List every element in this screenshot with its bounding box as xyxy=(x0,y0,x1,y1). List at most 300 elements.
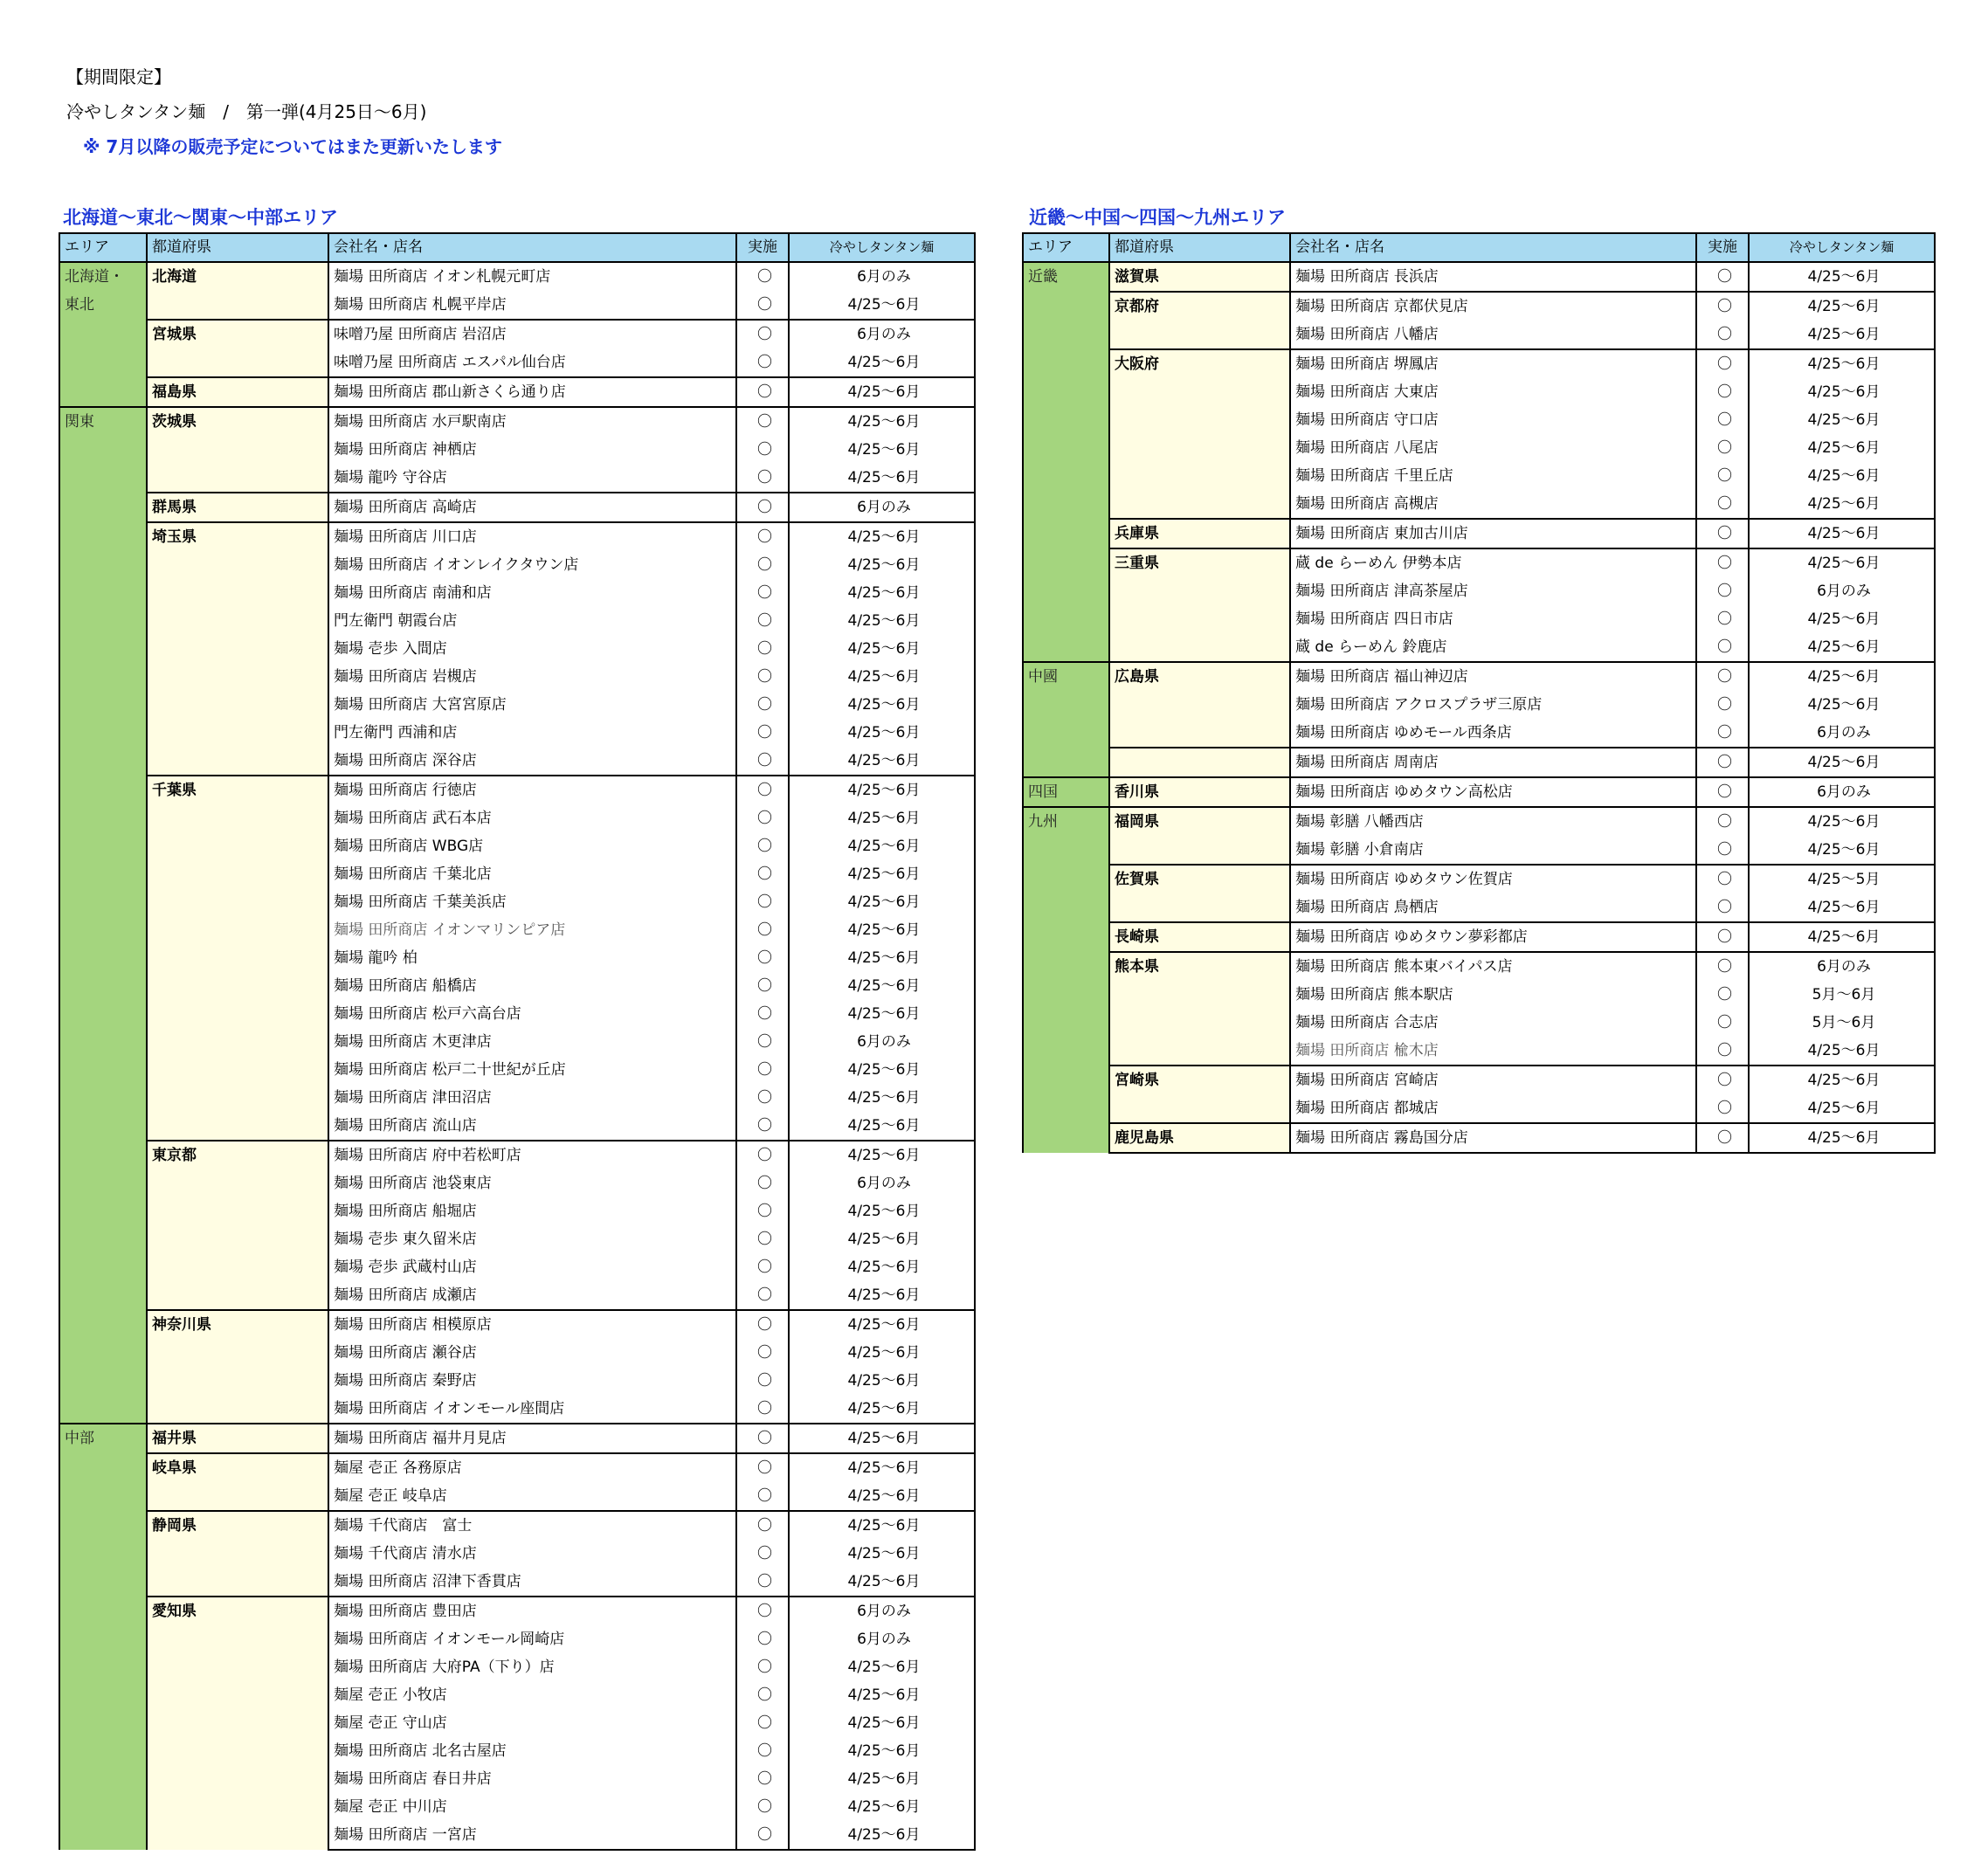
table-row xyxy=(59,1141,975,1169)
section-title-west: 近畿〜中国〜四国〜九州エリア xyxy=(1029,207,1286,228)
implemented-mark: 〇 xyxy=(736,579,789,607)
table-row xyxy=(1023,748,1935,777)
prefecture-cell: 茨城県 xyxy=(147,407,328,493)
sale-period: 4/25〜6月 xyxy=(1749,836,1935,865)
implemented-mark: 〇 xyxy=(736,1482,789,1511)
sale-period: 4/25〜6月 xyxy=(789,1367,975,1395)
shop-name: 麺場 田所商店 札幌平岸店 xyxy=(328,291,736,320)
sale-period: 4/25〜6月 xyxy=(1749,807,1935,836)
implemented-mark: 〇 xyxy=(736,464,789,493)
prefecture-cell: 埼玉県 xyxy=(147,522,328,776)
implemented-mark: 〇 xyxy=(736,1056,789,1084)
shop-name: 味噌乃屋 田所商店 岩沼店 xyxy=(328,320,736,348)
shop-name: 麺場 田所商店 WBG店 xyxy=(328,832,736,860)
implemented-mark: 〇 xyxy=(736,607,789,635)
implemented-mark: 〇 xyxy=(736,1625,789,1653)
implemented-mark: 〇 xyxy=(736,1453,789,1482)
implemented-mark: 〇 xyxy=(1696,1123,1749,1153)
sale-period: 4/25〜6月 xyxy=(789,551,975,579)
shop-name: 麺場 千代商店 富士 xyxy=(328,1511,736,1540)
area-cell: 関東 xyxy=(59,407,147,1424)
sale-period: 4/25〜6月 xyxy=(789,579,975,607)
col-header-prefecture: 都道府県 xyxy=(147,233,328,262)
sale-period: 4/25〜6月 xyxy=(789,1281,975,1310)
shop-name: 麺場 田所商店 ゆめモール西条店 xyxy=(1290,719,1696,748)
table-row xyxy=(59,776,975,804)
col-header-area: エリア xyxy=(59,233,147,262)
sale-period: 4/25〜6月 xyxy=(789,1709,975,1737)
implemented-mark: 〇 xyxy=(736,320,789,348)
shop-name: 麺場 田所商店 船橋店 xyxy=(328,972,736,1000)
shop-name: 麺場 田所商店 大府PA（下り）店 xyxy=(328,1653,736,1681)
implemented-mark: 〇 xyxy=(736,551,789,579)
sale-period: 4/25〜6月 xyxy=(789,1141,975,1169)
prefecture-cell: 宮城県 xyxy=(147,320,328,377)
shop-name: 麺場 龍吟 柏 xyxy=(328,944,736,972)
table-row xyxy=(1023,807,1935,836)
implemented-mark: 〇 xyxy=(1696,490,1749,519)
col-header-shop: 会社名・店名 xyxy=(1290,233,1696,262)
shop-name: 麺場 千代商店 清水店 xyxy=(328,1540,736,1568)
table-header-row xyxy=(59,233,975,262)
sale-period: 6月のみ xyxy=(789,320,975,348)
area-cell: 中國 xyxy=(1023,662,1109,777)
implemented-mark: 〇 xyxy=(736,635,789,663)
prefecture-cell: 滋賀県 xyxy=(1109,262,1290,292)
prefecture-cell: 佐賀県 xyxy=(1109,865,1290,922)
implemented-mark: 〇 xyxy=(1696,577,1749,605)
shop-name: 門左衛門 西浦和店 xyxy=(328,719,736,747)
sale-period: 6月のみ xyxy=(1749,577,1935,605)
implemented-mark: 〇 xyxy=(736,1084,789,1112)
implemented-mark: 〇 xyxy=(736,522,789,551)
prefecture-cell: 鹿児島県 xyxy=(1109,1123,1290,1153)
implemented-mark: 〇 xyxy=(736,719,789,747)
table-row xyxy=(59,522,975,551)
sale-period: 4/25〜6月 xyxy=(1749,922,1935,952)
sale-period: 4/25〜6月 xyxy=(789,1793,975,1821)
shop-name: 麺場 田所商店 春日井店 xyxy=(328,1765,736,1793)
sale-period: 4/25〜6月 xyxy=(789,719,975,747)
store-table-east xyxy=(59,232,976,1851)
sale-period: 4/25〜6月 xyxy=(789,1339,975,1367)
prefecture-cell: 神奈川県 xyxy=(147,1310,328,1424)
sale-period: 4/25〜6月 xyxy=(789,1821,975,1850)
shop-name: 麺場 田所商店 府中若松町店 xyxy=(328,1141,736,1169)
implemented-mark: 〇 xyxy=(1696,691,1749,719)
sale-period: 4/25〜6月 xyxy=(789,1737,975,1765)
shop-name: 麺場 壱歩 東久留米店 xyxy=(328,1225,736,1253)
implemented-mark: 〇 xyxy=(736,1141,789,1169)
shop-name: 麺場 田所商店 北名古屋店 xyxy=(328,1737,736,1765)
implemented-mark: 〇 xyxy=(736,1424,789,1453)
sale-period: 4/25〜6月 xyxy=(789,1568,975,1597)
notice-text: ※ 7月以降の販売予定についてはまた更新いたします xyxy=(83,136,502,157)
sale-period: 4/25〜6月 xyxy=(1749,548,1935,577)
sale-period: 4/25〜6月 xyxy=(789,832,975,860)
prefecture-cell: 兵庫県 xyxy=(1109,519,1290,548)
shop-name: 麺場 田所商店 八幡店 xyxy=(1290,321,1696,349)
shop-name: 麺場 田所商店 武石本店 xyxy=(328,804,736,832)
shop-name: 麺場 田所商店 高槻店 xyxy=(1290,490,1696,519)
area-cell: 九州 xyxy=(1023,807,1109,1153)
implemented-mark: 〇 xyxy=(1696,662,1749,691)
sale-period: 4/25〜6月 xyxy=(1749,893,1935,922)
sale-period: 4/25〜6月 xyxy=(789,1000,975,1028)
shop-name: 麺場 田所商店 池袋東店 xyxy=(328,1169,736,1197)
shop-name: 麺場 田所商店 京都伏見店 xyxy=(1290,292,1696,321)
implemented-mark: 〇 xyxy=(1696,378,1749,406)
sale-period: 4/25〜6月 xyxy=(789,1056,975,1084)
shop-name: 麺場 田所商店 豊田店 xyxy=(328,1597,736,1625)
shop-name: 麺場 田所商店 相模原店 xyxy=(328,1310,736,1339)
sale-period: 4/25〜6月 xyxy=(1749,406,1935,434)
sale-period: 4/25〜6月 xyxy=(1749,605,1935,633)
col-header-shop: 会社名・店名 xyxy=(328,233,736,262)
implemented-mark: 〇 xyxy=(736,348,789,377)
shop-name: 麺場 田所商店 守口店 xyxy=(1290,406,1696,434)
implemented-mark: 〇 xyxy=(736,691,789,719)
shop-name: 麺場 田所商店 大東店 xyxy=(1290,378,1696,406)
sale-period: 4/25〜6月 xyxy=(1749,1037,1935,1066)
implemented-mark: 〇 xyxy=(736,860,789,888)
shop-name: 麺場 田所商店 堺鳳店 xyxy=(1290,349,1696,378)
table-header-row xyxy=(1023,233,1935,262)
table-row xyxy=(1023,519,1935,548)
implemented-mark: 〇 xyxy=(1696,922,1749,952)
implemented-mark: 〇 xyxy=(736,747,789,776)
implemented-mark: 〇 xyxy=(1696,462,1749,490)
implemented-mark: 〇 xyxy=(1696,836,1749,865)
area-cell: 中部 xyxy=(59,1424,147,1850)
sale-period: 5月〜6月 xyxy=(1749,1009,1935,1037)
shop-name: 麺場 田所商店 イオンモール岡崎店 xyxy=(328,1625,736,1653)
sale-period: 6月のみ xyxy=(1749,952,1935,981)
sale-period: 4/25〜6月 xyxy=(1749,378,1935,406)
sale-period: 4/25〜6月 xyxy=(789,1482,975,1511)
shop-name: 味噌乃屋 田所商店 エスパル仙台店 xyxy=(328,348,736,377)
sale-period: 4/25〜6月 xyxy=(789,804,975,832)
implemented-mark: 〇 xyxy=(1696,777,1749,807)
shop-name: 麺場 田所商店 福井月見店 xyxy=(328,1424,736,1453)
table-row xyxy=(1023,349,1935,378)
table-row xyxy=(1023,262,1935,292)
shop-name: 麺場 龍吟 守谷店 xyxy=(328,464,736,493)
implemented-mark: 〇 xyxy=(1696,1066,1749,1094)
implemented-mark: 〇 xyxy=(1696,262,1749,292)
shop-name: 麺場 田所商店 行徳店 xyxy=(328,776,736,804)
prefecture-cell: 大阪府 xyxy=(1109,349,1290,519)
sale-period: 4/25〜6月 xyxy=(789,377,975,407)
prefecture-cell xyxy=(1109,748,1290,777)
sale-period: 4/25〜6月 xyxy=(1749,662,1935,691)
shop-name: 麺場 田所商店 東加古川店 xyxy=(1290,519,1696,548)
table-row xyxy=(1023,922,1935,952)
implemented-mark: 〇 xyxy=(736,1821,789,1850)
implemented-mark: 〇 xyxy=(1696,719,1749,748)
implemented-mark: 〇 xyxy=(736,1000,789,1028)
sale-period: 4/25〜6月 xyxy=(1749,462,1935,490)
implemented-mark: 〇 xyxy=(1696,406,1749,434)
implemented-mark: 〇 xyxy=(736,1310,789,1339)
shop-name: 麺場 田所商店 ゆめタウン高松店 xyxy=(1290,777,1696,807)
implemented-mark: 〇 xyxy=(736,1653,789,1681)
table-row xyxy=(59,262,975,291)
shop-name: 門左衛門 朝霞台店 xyxy=(328,607,736,635)
table-row xyxy=(59,1453,975,1482)
shop-name: 麺場 田所商店 熊本東バイパス店 xyxy=(1290,952,1696,981)
sale-period: 6月のみ xyxy=(789,493,975,522)
shop-name: 麺場 田所商店 福山神辺店 xyxy=(1290,662,1696,691)
implemented-mark: 〇 xyxy=(1696,1037,1749,1066)
implemented-mark: 〇 xyxy=(736,262,789,291)
implemented-mark: 〇 xyxy=(736,1281,789,1310)
table-row xyxy=(1023,548,1935,577)
implemented-mark: 〇 xyxy=(736,776,789,804)
implemented-mark: 〇 xyxy=(736,1793,789,1821)
table-row xyxy=(59,320,975,348)
implemented-mark: 〇 xyxy=(736,1540,789,1568)
sale-period: 4/25〜6月 xyxy=(789,747,975,776)
implemented-mark: 〇 xyxy=(1696,519,1749,548)
sale-period: 4/25〜6月 xyxy=(789,916,975,944)
table-row xyxy=(59,1310,975,1339)
shop-name: 麺場 彰膳 八幡西店 xyxy=(1290,807,1696,836)
table-row xyxy=(1023,1066,1935,1094)
shop-name: 麺場 田所商店 沼津下香貫店 xyxy=(328,1568,736,1597)
implemented-mark: 〇 xyxy=(736,1253,789,1281)
sale-period: 4/25〜6月 xyxy=(789,691,975,719)
implemented-mark: 〇 xyxy=(736,804,789,832)
col-header-implemented: 実施 xyxy=(1696,233,1749,262)
shop-name: 麺場 田所商店 ゆめタウン夢彩都店 xyxy=(1290,922,1696,952)
table-row xyxy=(59,1511,975,1540)
shop-name: 麺場 田所商店 千葉美浜店 xyxy=(328,888,736,916)
shop-name: 麺場 田所商店 四日市店 xyxy=(1290,605,1696,633)
col-header-prefecture: 都道府県 xyxy=(1109,233,1290,262)
sale-period: 4/25〜6月 xyxy=(789,348,975,377)
sale-period: 4/25〜6月 xyxy=(1749,349,1935,378)
prefecture-cell: 千葉県 xyxy=(147,776,328,1141)
implemented-mark: 〇 xyxy=(736,493,789,522)
heading-limited-period: 【期間限定】 xyxy=(66,66,171,87)
sale-period: 4/25〜6月 xyxy=(1749,633,1935,662)
implemented-mark: 〇 xyxy=(736,377,789,407)
shop-name: 麺場 田所商店 霧島国分店 xyxy=(1290,1123,1696,1153)
implemented-mark: 〇 xyxy=(1696,893,1749,922)
implemented-mark: 〇 xyxy=(736,1395,789,1424)
implemented-mark: 〇 xyxy=(736,1511,789,1540)
prefecture-cell: 香川県 xyxy=(1109,777,1290,807)
implemented-mark: 〇 xyxy=(736,1709,789,1737)
implemented-mark: 〇 xyxy=(736,291,789,320)
shop-name: 麺場 田所商店 秦野店 xyxy=(328,1367,736,1395)
sale-period: 6月のみ xyxy=(789,262,975,291)
implemented-mark: 〇 xyxy=(1696,981,1749,1009)
table-row xyxy=(59,1597,975,1625)
section-title-east: 北海道〜東北〜関東〜中部エリア xyxy=(63,207,338,228)
implemented-mark: 〇 xyxy=(1696,605,1749,633)
sale-period: 6月のみ xyxy=(789,1028,975,1056)
shop-name: 麺場 田所商店 周南店 xyxy=(1290,748,1696,777)
shop-name: 麺場 田所商店 瀬谷店 xyxy=(328,1339,736,1367)
prefecture-cell: 京都府 xyxy=(1109,292,1290,349)
implemented-mark: 〇 xyxy=(736,916,789,944)
implemented-mark: 〇 xyxy=(736,407,789,436)
implemented-mark: 〇 xyxy=(736,1197,789,1225)
table-row xyxy=(1023,1123,1935,1153)
implemented-mark: 〇 xyxy=(1696,807,1749,836)
implemented-mark: 〇 xyxy=(736,1597,789,1625)
table-row xyxy=(59,377,975,407)
shop-name: 麺屋 壱正 守山店 xyxy=(328,1709,736,1737)
implemented-mark: 〇 xyxy=(736,1169,789,1197)
sale-period: 4/25〜6月 xyxy=(789,1197,975,1225)
shop-name: 麺場 田所商店 宮崎店 xyxy=(1290,1066,1696,1094)
shop-name: 麺場 田所商店 津田沼店 xyxy=(328,1084,736,1112)
sale-period: 4/25〜6月 xyxy=(789,776,975,804)
prefecture-cell: 福井県 xyxy=(147,1424,328,1453)
shop-name: 麺場 田所商店 鳥栖店 xyxy=(1290,893,1696,922)
sale-period: 4/25〜6月 xyxy=(1749,1123,1935,1153)
shop-name: 麺場 田所商店 都城店 xyxy=(1290,1094,1696,1123)
shop-name: 麺場 田所商店 千里丘店 xyxy=(1290,462,1696,490)
shop-name: 麺場 田所商店 高崎店 xyxy=(328,493,736,522)
prefecture-cell: 長崎県 xyxy=(1109,922,1290,952)
sale-period: 4/25〜6月 xyxy=(789,635,975,663)
sale-period: 4/25〜6月 xyxy=(789,1084,975,1112)
sale-period: 4/25〜6月 xyxy=(1749,434,1935,462)
sale-period: 4/25〜6月 xyxy=(1749,321,1935,349)
implemented-mark: 〇 xyxy=(1696,548,1749,577)
sale-period: 4/25〜6月 xyxy=(789,1310,975,1339)
sale-period: 6月のみ xyxy=(1749,719,1935,748)
sale-period: 4/25〜5月 xyxy=(1749,865,1935,893)
implemented-mark: 〇 xyxy=(736,1225,789,1253)
col-header-period: 冷やしタンタン麺 xyxy=(789,233,975,262)
implemented-mark: 〇 xyxy=(736,1028,789,1056)
table-row xyxy=(1023,952,1935,981)
shop-name: 蔵 de らーめん 鈴鹿店 xyxy=(1290,633,1696,662)
shop-name: 麺屋 壱正 岐阜店 xyxy=(328,1482,736,1511)
shop-name: 麺場 田所商店 成瀬店 xyxy=(328,1281,736,1310)
sale-period: 4/25〜6月 xyxy=(789,1653,975,1681)
shop-name: 麺場 田所商店 一宮店 xyxy=(328,1821,736,1850)
implemented-mark: 〇 xyxy=(736,1112,789,1141)
sale-period: 4/25〜6月 xyxy=(789,860,975,888)
shop-name: 麺場 田所商店 八尾店 xyxy=(1290,434,1696,462)
implemented-mark: 〇 xyxy=(1696,1009,1749,1037)
implemented-mark: 〇 xyxy=(736,1367,789,1395)
sale-period: 4/25〜6月 xyxy=(789,1253,975,1281)
sale-period: 4/25〜6月 xyxy=(789,1540,975,1568)
sale-period: 4/25〜6月 xyxy=(789,1511,975,1540)
implemented-mark: 〇 xyxy=(1696,1094,1749,1123)
sale-period: 4/25〜6月 xyxy=(1749,519,1935,548)
shop-name: 麺場 田所商店 松戸六高台店 xyxy=(328,1000,736,1028)
shop-name: 麺場 田所商店 長浜店 xyxy=(1290,262,1696,292)
table-row xyxy=(1023,292,1935,321)
sale-period: 4/25〜6月 xyxy=(789,1225,975,1253)
sale-period: 4/25〜6月 xyxy=(789,1765,975,1793)
prefecture-cell: 三重県 xyxy=(1109,548,1290,662)
table-row xyxy=(1023,865,1935,893)
implemented-mark: 〇 xyxy=(1696,865,1749,893)
sale-period: 4/25〜6月 xyxy=(1749,292,1935,321)
sale-period: 6月のみ xyxy=(789,1597,975,1625)
sale-period: 4/25〜6月 xyxy=(789,522,975,551)
implemented-mark: 〇 xyxy=(736,436,789,464)
shop-name: 麺場 田所商店 イオン札幌元町店 xyxy=(328,262,736,291)
sale-period: 4/25〜6月 xyxy=(1749,691,1935,719)
sale-period: 6月のみ xyxy=(789,1625,975,1653)
shop-name: 麺屋 壱正 中川店 xyxy=(328,1793,736,1821)
store-table-west xyxy=(1022,232,1936,1154)
shop-name: 麺場 田所商店 水戸駅南店 xyxy=(328,407,736,436)
shop-name: 麺場 田所商店 大宮宮原店 xyxy=(328,691,736,719)
shop-name: 麺場 田所商店 楡木店 xyxy=(1290,1037,1696,1066)
shop-name: 麺場 田所商店 熊本駅店 xyxy=(1290,981,1696,1009)
area-cell: 近畿 xyxy=(1023,262,1109,662)
sale-period: 6月のみ xyxy=(789,1169,975,1197)
shop-name: 麺場 田所商店 岩槻店 xyxy=(328,663,736,691)
sale-period: 4/25〜6月 xyxy=(789,663,975,691)
sale-period: 4/25〜6月 xyxy=(789,1424,975,1453)
area-cell: 四国 xyxy=(1023,777,1109,807)
prefecture-cell: 北海道 xyxy=(147,262,328,320)
area-cell: 北海道・ 東北 xyxy=(59,262,147,407)
implemented-mark: 〇 xyxy=(1696,633,1749,662)
implemented-mark: 〇 xyxy=(1696,292,1749,321)
shop-name: 麺場 壱歩 武蔵村山店 xyxy=(328,1253,736,1281)
shop-name: 麺場 田所商店 南浦和店 xyxy=(328,579,736,607)
prefecture-cell: 福岡県 xyxy=(1109,807,1290,865)
shop-name: 麺場 田所商店 郡山新さくら通り店 xyxy=(328,377,736,407)
sale-period: 4/25〜6月 xyxy=(789,291,975,320)
implemented-mark: 〇 xyxy=(736,888,789,916)
prefecture-cell: 岐阜県 xyxy=(147,1453,328,1511)
implemented-mark: 〇 xyxy=(736,663,789,691)
prefecture-cell: 福島県 xyxy=(147,377,328,407)
sale-period: 4/25〜6月 xyxy=(1749,490,1935,519)
table-row xyxy=(59,493,975,522)
shop-name: 麺場 田所商店 神栖店 xyxy=(328,436,736,464)
implemented-mark: 〇 xyxy=(1696,952,1749,981)
sale-period: 6月のみ xyxy=(1749,777,1935,807)
shop-name: 麺屋 壱正 小牧店 xyxy=(328,1681,736,1709)
sale-period: 4/25〜6月 xyxy=(789,1681,975,1709)
shop-name: 麺場 田所商店 千葉北店 xyxy=(328,860,736,888)
shop-name: 麺場 田所商店 津高茶屋店 xyxy=(1290,577,1696,605)
implemented-mark: 〇 xyxy=(736,1737,789,1765)
shop-name: 麺場 田所商店 アクロスプラザ三原店 xyxy=(1290,691,1696,719)
sale-period: 4/25〜6月 xyxy=(789,1395,975,1424)
table-row xyxy=(1023,777,1935,807)
sale-period: 4/25〜6月 xyxy=(789,888,975,916)
heading-product-campaign: 冷やしタンタン麺 / 第一弾(4月25日〜6月) xyxy=(66,101,427,122)
implemented-mark: 〇 xyxy=(736,972,789,1000)
shop-name: 麺場 田所商店 イオンレイクタウン店 xyxy=(328,551,736,579)
implemented-mark: 〇 xyxy=(736,1568,789,1597)
shop-name: 麺場 田所商店 合志店 xyxy=(1290,1009,1696,1037)
shop-name: 麺屋 壱正 各務原店 xyxy=(328,1453,736,1482)
implemented-mark: 〇 xyxy=(736,832,789,860)
prefecture-cell: 東京都 xyxy=(147,1141,328,1310)
shop-name: 麺場 壱歩 入間店 xyxy=(328,635,736,663)
shop-name: 蔵 de らーめん 伊勢本店 xyxy=(1290,548,1696,577)
shop-name: 麺場 田所商店 深谷店 xyxy=(328,747,736,776)
implemented-mark: 〇 xyxy=(736,1681,789,1709)
